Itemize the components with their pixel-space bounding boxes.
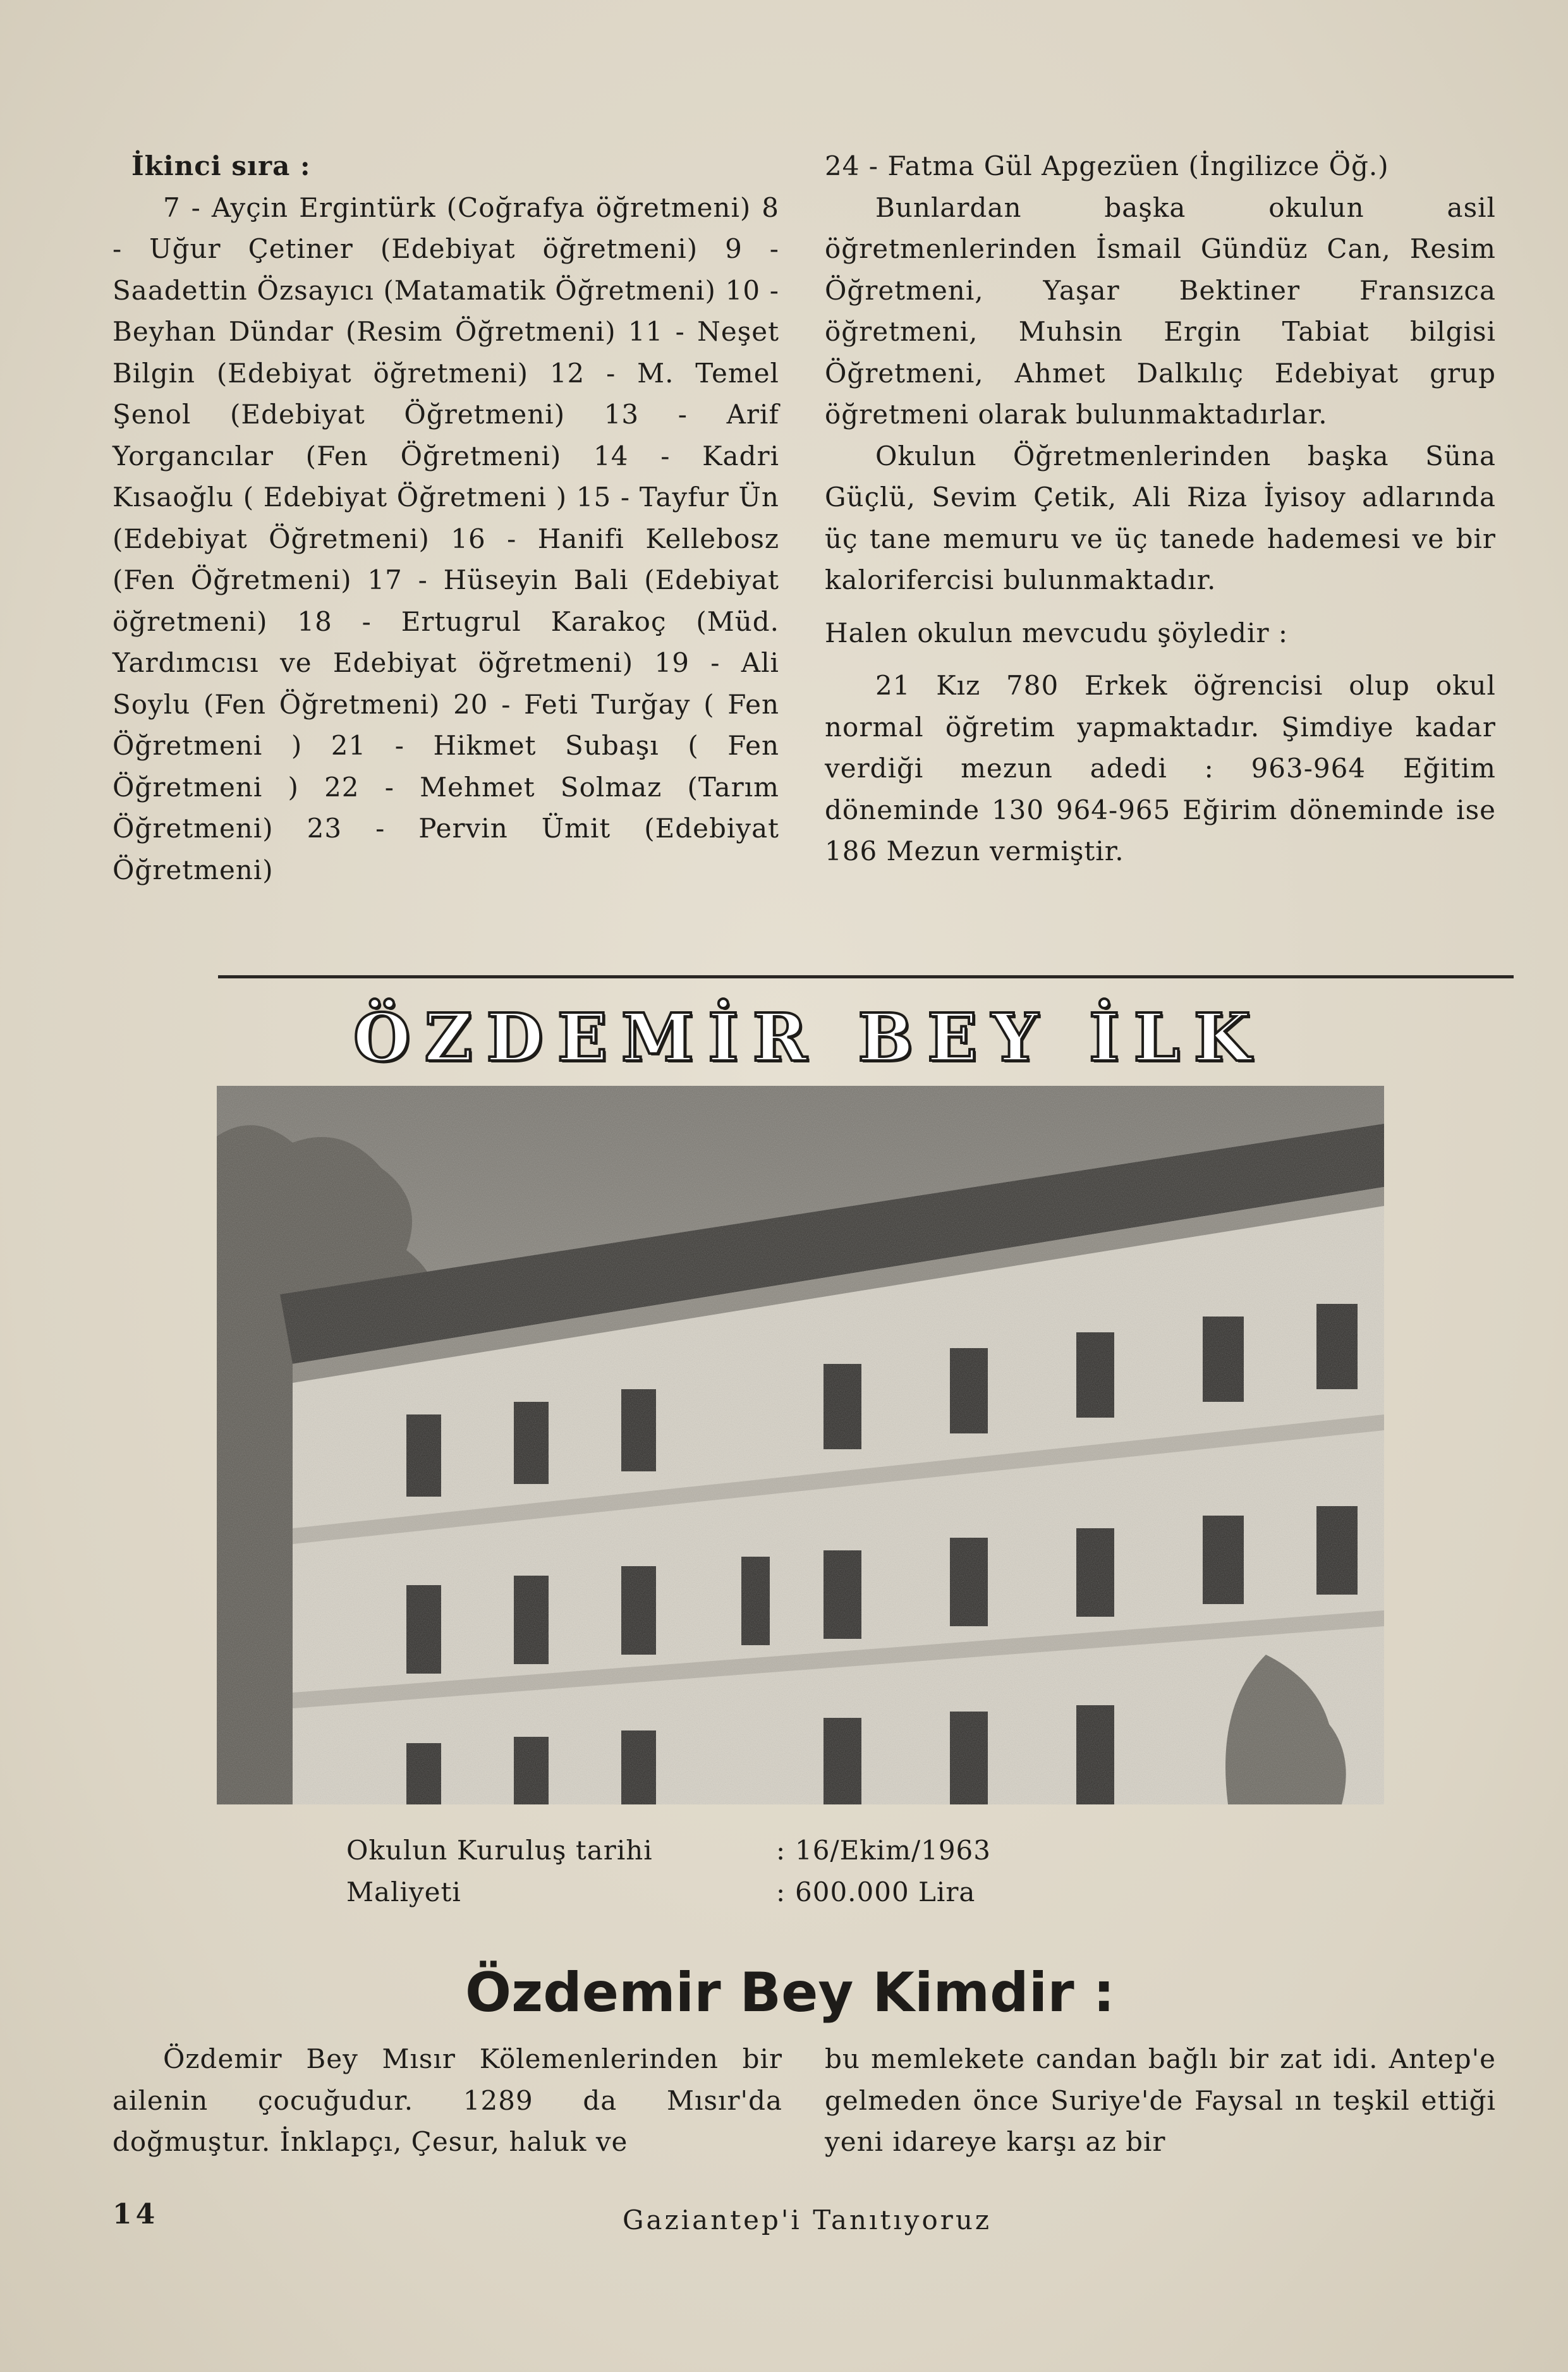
cost-label: Maliyeti [346, 1876, 461, 1907]
students-paragraph: 21 Kız 780 Erkek öğrencisi olup okul normal öğretim yapmaktadır. Şimdiye kadar verdiği mezun adedi : 963-964 Eğitim döneminde 130 964-965 Eğirim döneminde ise 186 Mezun vermiştir. [825, 670, 1496, 867]
bio-left-column [112, 2038, 782, 2163]
cost-separator: : [776, 1876, 786, 1907]
cost-row [346, 1871, 991, 1913]
page-number: 14 [112, 2198, 159, 2230]
teacher-list-right-column [825, 145, 1496, 872]
bio-right-text: bu memlekete candan bağlı bir zat idi. Antep'e gelmeden önce Suriye'de Faysal ın teşkil ettiği yeni idareye karşı az bir [825, 2043, 1496, 2157]
school-info [346, 1830, 991, 1913]
current-status-heading: Halen okulun mevcudu şöyledir : [825, 617, 1289, 648]
section-divider [218, 975, 1514, 978]
founded-value: 16/Ekim/1963 [795, 1835, 991, 1866]
teacher-list-text: 7 - Ayçin Ergintürk (Coğrafya öğretmeni) 8 - Uğur Çetiner (Edebiyat öğretmeni) 9 - Saadettin Özsayıcı (Matamatik Öğretmeni) 10 - Beyhan Dündar (Resim Öğretmeni) 11 - Neşet Bilgin (Edebiyat öğretmeni) 12 - M. Temel Şenol (Edebiyat Öğretmeni) 13 - Arif Yorgancılar (Fen Öğretmeni) 14 - Kadri Kısaoğlu ( Edebiyat Öğretmeni ) 15 - Tayfur Ün (Edebiyat Öğretmeni) 16 - Hanifi Kellebosz (Fen Öğretmeni) 17 - Hüseyin Bali (Edebiyat öğretmeni) 18 - Ertugrul Karakoç (Müd. Yardımcısı ve Edebiyat öğretmeni) 19 - Ali Soylu (Fen Öğretmeni) 20 - Feti Turğay ( Fen Öğretmeni ) 21 - Hikmet Subaşı ( Fen Öğretmeni ) 22 - Mehmet Solmaz (Tarım Öğretmeni) 23 - Pervin Ümit (Edebiyat Öğretmeni) [112, 192, 779, 885]
founded-row [346, 1830, 991, 1871]
teacher-list-left-column [112, 145, 779, 891]
footer-publication-title: Gaziantep'i Tanıtıyoruz [623, 2205, 992, 2235]
teacher-24: 24 - Fatma Gül Apgezüen (İngilizce Öğ.) [825, 150, 1389, 181]
founded-separator: : [776, 1835, 786, 1866]
school-building-photo [217, 1086, 1384, 1804]
cost-value: 600.000 Lira [795, 1876, 976, 1907]
other-teachers-paragraph: Bunlardan başka okulun asil öğretmenlerinden İsmail Gündüz Can, Resim Öğretmeni, Yaşar Bektiner Fransızca öğretmeni, Muhsin Ergin Tabiat bilgisi Öğretmeni, Ahmet Dalkılıç Edebiyat grup öğretmeni olarak bulunmaktadırlar. [825, 192, 1496, 430]
section-heading: İkinci sıra : [131, 150, 311, 181]
bio-right-column [825, 2038, 1496, 2163]
school-title: ÖZDEMİR BEY İLK [353, 999, 1265, 1076]
founded-label: Okulun Kuruluş tarihi [346, 1835, 653, 1866]
bio-left-text: Özdemir Bey Mısır Kölemenlerinden bir ailenin çocuğudur. 1289 da Mısır'da doğmuştur. İnklapçı, Çesur, haluk ve [112, 2043, 782, 2157]
bio-heading: Özdemir Bey Kimdir : [465, 1961, 1115, 2024]
staff-paragraph: Okulun Öğretmenlerinden başka Süna Güçlü, Sevim Çetik, Ali Riza İyisoy adlarında üç tane memuru ve üç tanede hademesi ve bir kalorifercisi bulunmaktadır. [825, 440, 1496, 595]
